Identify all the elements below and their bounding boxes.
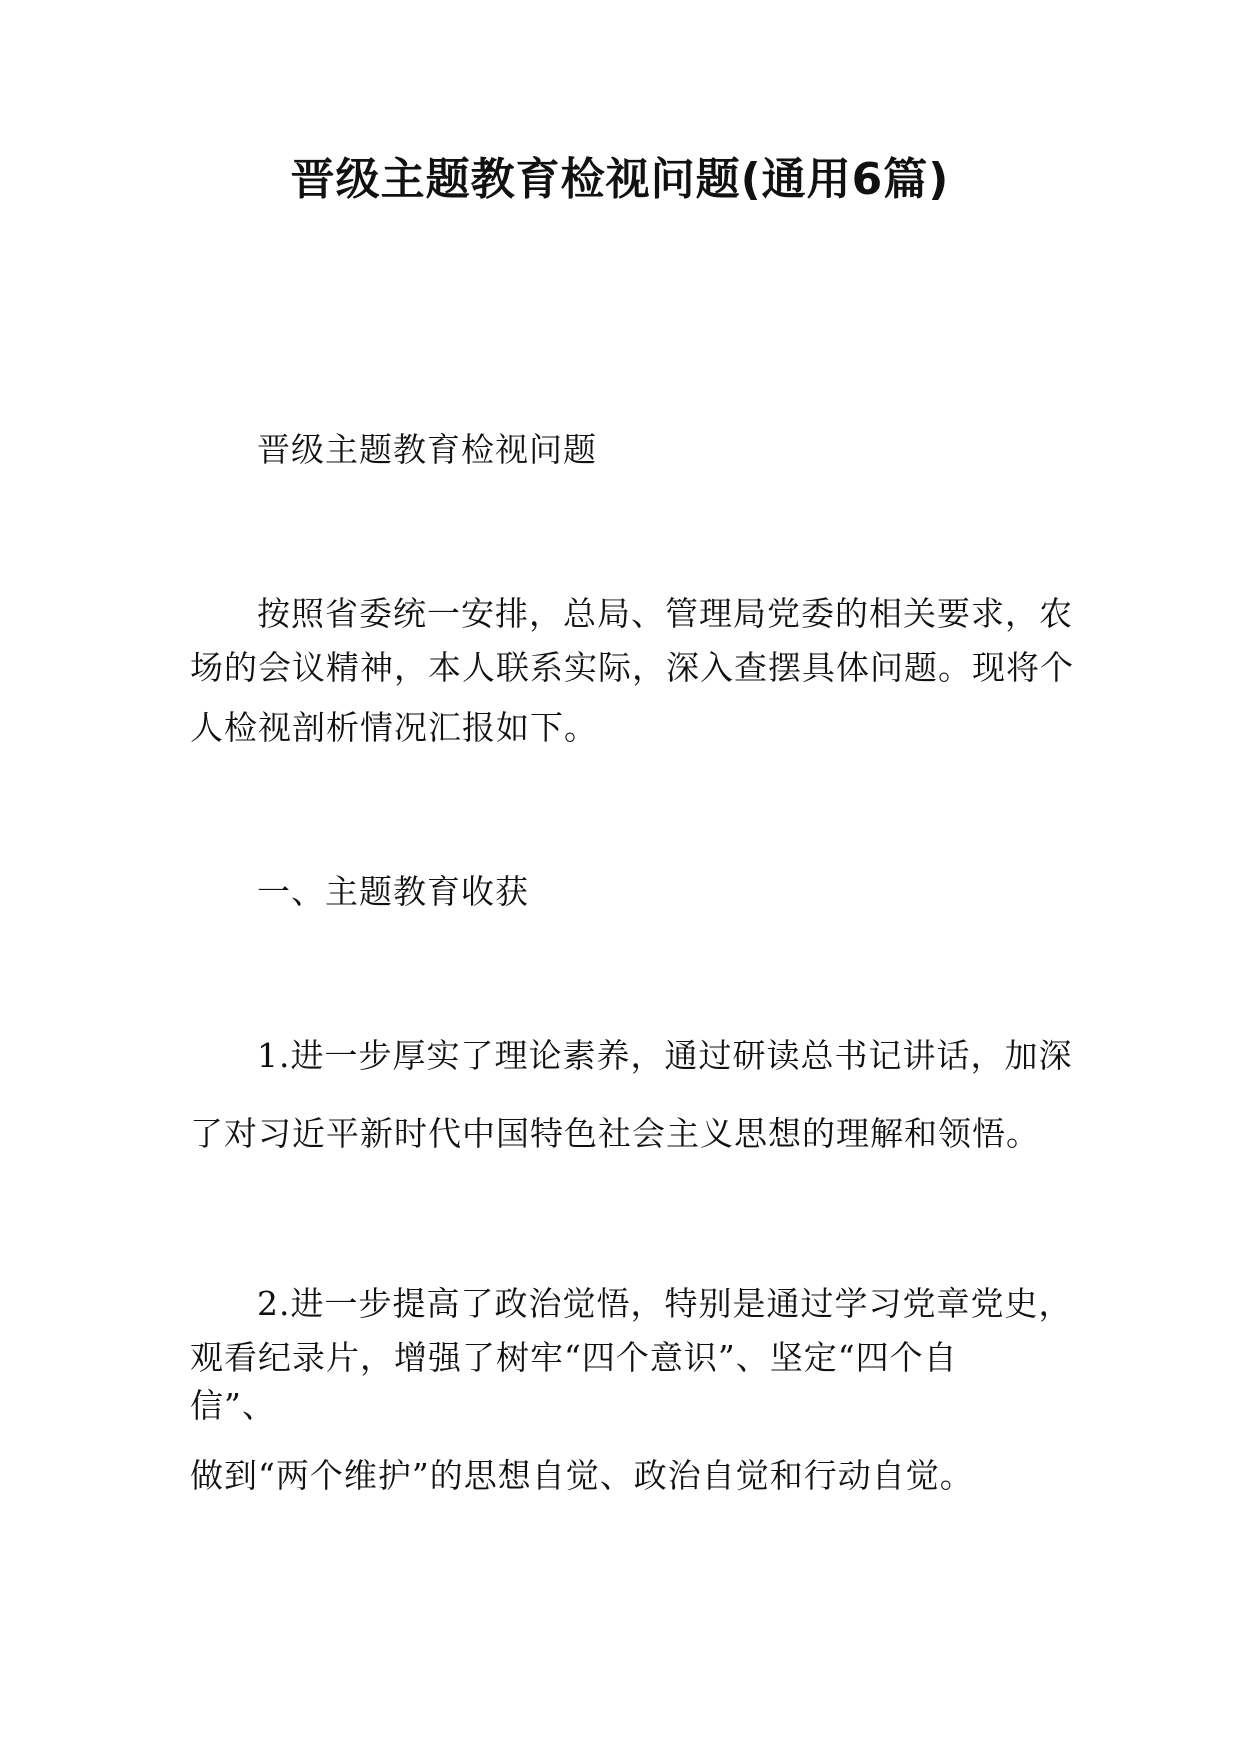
paragraph-line: 1.进一步厚实了理论素养，通过研读总书记讲话，加深: [257, 1036, 1073, 1075]
paragraph-line: 2.进一步提高了政治觉悟，特别是通过学习党章党史，: [257, 1284, 1073, 1323]
paragraph-line: 观看纪录片，增强了树牢“四个意识”、坚定“四个自: [190, 1338, 958, 1377]
section-heading: 一、主题教育收获: [257, 872, 529, 911]
paragraph-line: 做到“两个维护”的思想自觉、政治自觉和行动自觉。: [190, 1456, 974, 1495]
paragraph-line: 场的会议精神，本人联系实际，深入查摆具体问题。现将个: [190, 648, 1074, 687]
paragraph-line: 了对习近平新时代中国特色社会主义思想的理解和领悟。: [190, 1114, 1040, 1153]
paragraph-line: 信”、: [190, 1386, 276, 1425]
document-title: 晋级主题教育检视问题(通用6篇): [290, 154, 950, 205]
paragraph-line: 人检视剖析情况汇报如下。: [190, 708, 598, 747]
section-heading: 晋级主题教育检视问题: [257, 430, 597, 469]
paragraph-line: 按照省委统一安排，总局、管理局党委的相关要求，农: [257, 594, 1073, 633]
